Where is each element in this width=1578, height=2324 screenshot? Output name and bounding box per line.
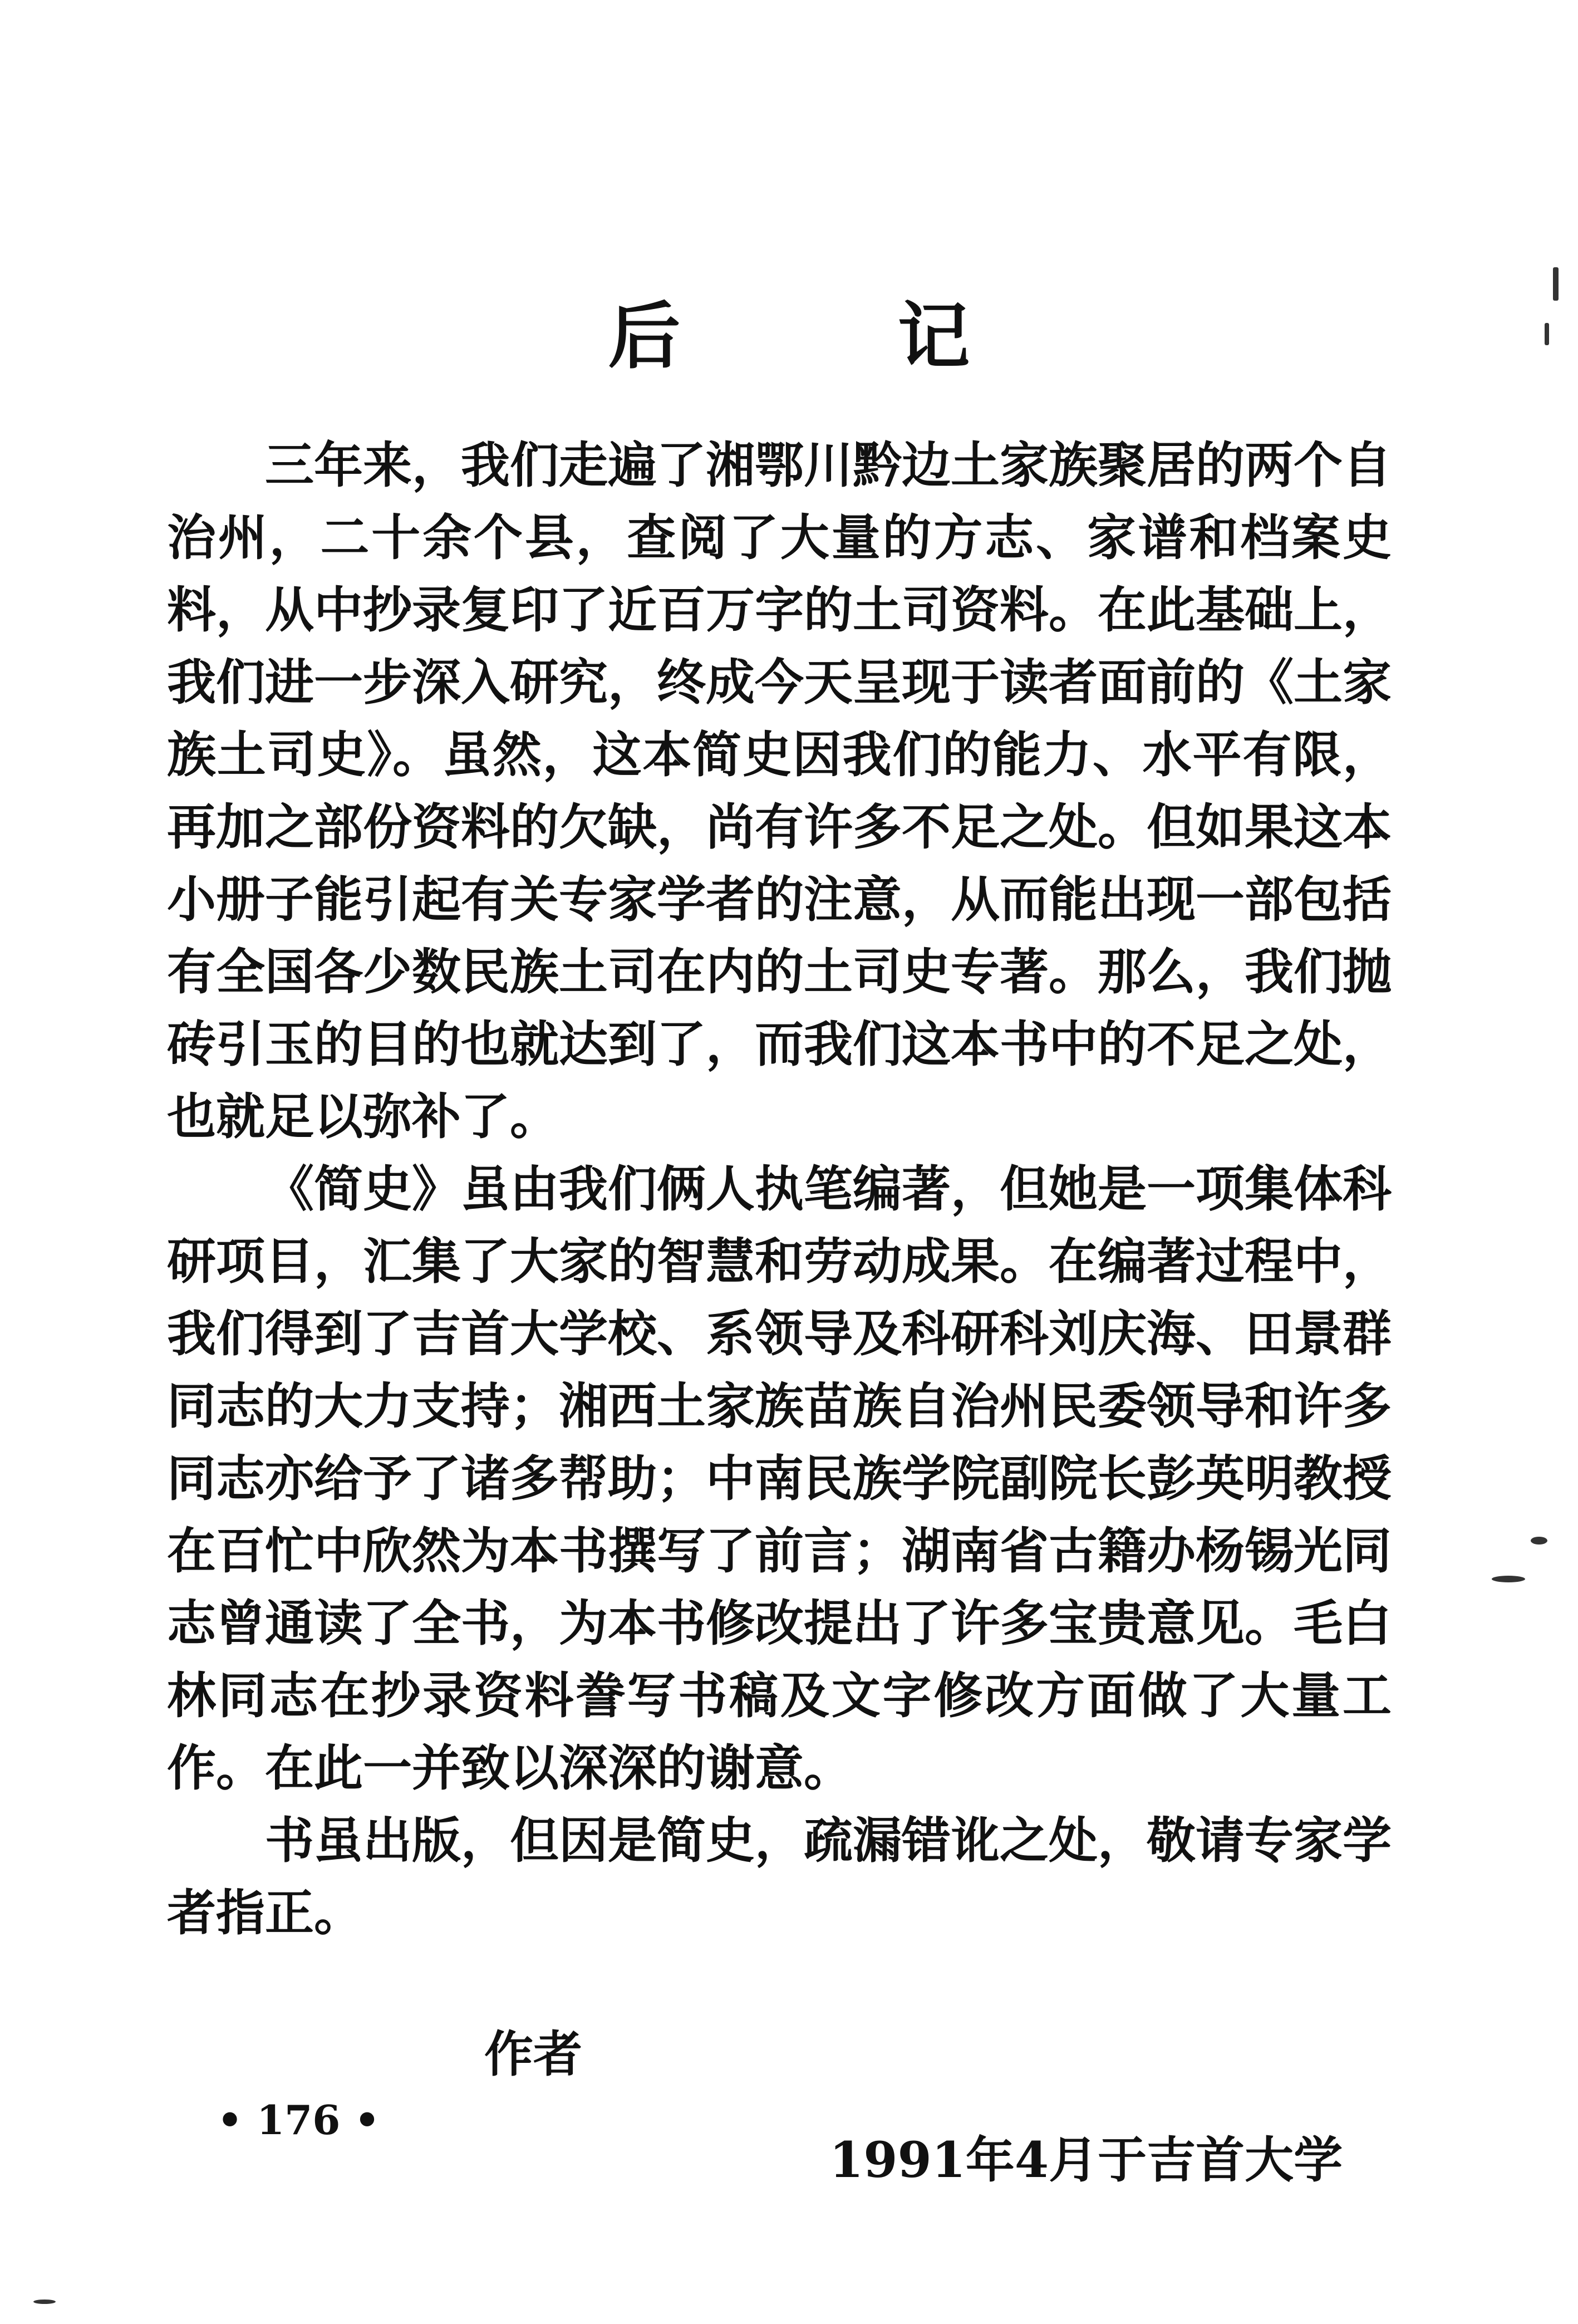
title-char-1: 后 bbox=[608, 293, 681, 379]
page-title bbox=[0, 278, 1578, 383]
page-number: • 176 • bbox=[217, 2096, 380, 2144]
scan-speck bbox=[1531, 1537, 1547, 1545]
scan-speck bbox=[1553, 267, 1559, 301]
paragraph-2: 《简史》虽由我们俩人执笔编著，但她是一项集体科研项目，汇集了大家的智慧和劳动成果。在编著过程中，我们得到了吉首大学校、系领导及科研科刘庆海、田景群同志的大力支持；湘西土家族苗族自治州民委领导和许多同志亦给予了诸多帮助；中南民族学院副院长彭英明教授在百忙中欣然为本书撰写了前言；湖南省古籍办杨锡光同志曾通读了全书，为本书修改提出了许多宝贵意见。毛白林同志在抄录资料誊写书稿及文字修改方面做了大量工作。在此一并致以深深的谢意。 bbox=[167, 1160, 1392, 1797]
scan-speck bbox=[33, 2300, 56, 2304]
scan-speck bbox=[1545, 323, 1549, 345]
afterword-body bbox=[167, 429, 1392, 1949]
date-line: 1991年4月于吉首大学 bbox=[829, 2131, 1343, 2189]
scan-speck bbox=[1492, 1576, 1525, 1582]
author-signature: 作者 bbox=[484, 2025, 583, 2083]
title-char-2: 记 bbox=[897, 293, 970, 379]
paragraph-3: 书虽出版，但因是简史，疏漏错讹之处，敬请专家学者指正。 bbox=[167, 1811, 1392, 1941]
paragraph-1: 三年来，我们走遍了湘鄂川黔边土家族聚居的两个自治州，二十余个县，查阅了大量的方志、家谱和档案史料，从中抄录复印了近百万字的土司资料。在此基础上，我们进一步深入研究，终成今天呈现于读者面前的《土家族土司史》。虽然，这本简史因我们的能力、水平有限，再加之部份资料的欠缺，尚有许多不足之处。但如果这本小册子能引起有关专家学者的注意，从而能出现一部包括有全国各少数民族土司在内的土司史专著。那么，我们抛砖引玉的目的也就达到了，而我们这本书中的不足之处，也就足以弥补了。 bbox=[167, 436, 1392, 1145]
